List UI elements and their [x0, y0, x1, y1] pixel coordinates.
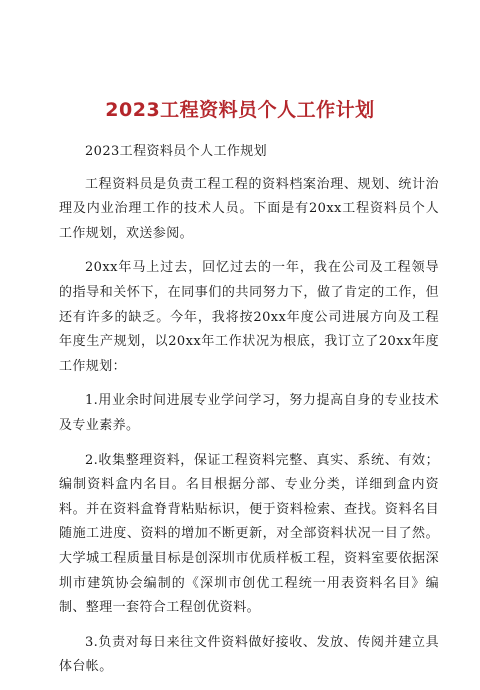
document-body [59, 140, 439, 690]
paragraph-item-3: 3.负责对每日来往文件资料做好接收、发放、传阅并建立具体台帐。 [59, 634, 439, 675]
paragraph-item-2: 2.收集整理资料，保证工程资料完整、真实、系统、有效；编制资料盒内名目。名目根据分部、专业分类，详细到盒内资料。并在资料盒脊背粘贴标识，便于资料检索、查找。资料名目随施工进度、资料的增加不断更新，对全部资料状况一目了然。大学城工程质量目标是创深圳市优质样板工程，资料室要依据深圳市建筑协会编制的《深圳市创优工程统一用表资料名目》编制、整理一套符合工程创优资料。 [59, 452, 439, 616]
paragraph-subtitle: 2023工程资料员个人工作规划 [85, 144, 268, 159]
document-title: 2023工程资料员个人工作计划 [105, 99, 375, 121]
paragraph-intro: 工程资料员是负责工程工程的资料档案治理、规划、统计治理及内业治理工作的技术人员。下面是有20xx工程资料员个人工作规划，欢送参阅。 [59, 176, 439, 241]
paragraph-item-1: 1.用业余时间进展专业学问学习，努力提高自身的专业技术及专业素养。 [59, 393, 439, 433]
paragraph-review: 20xx年马上过去，回忆过去的一年，我在公司及工程领导的指导和关怀下，在同事们的共同努力下，做了肯定的工作，但还有许多的缺乏。今年，我将按20xx年度公司进展方向及工程年度生产规划，以20xx年工作状况为根底，我订立了20xx年度工作规划： [59, 260, 439, 374]
